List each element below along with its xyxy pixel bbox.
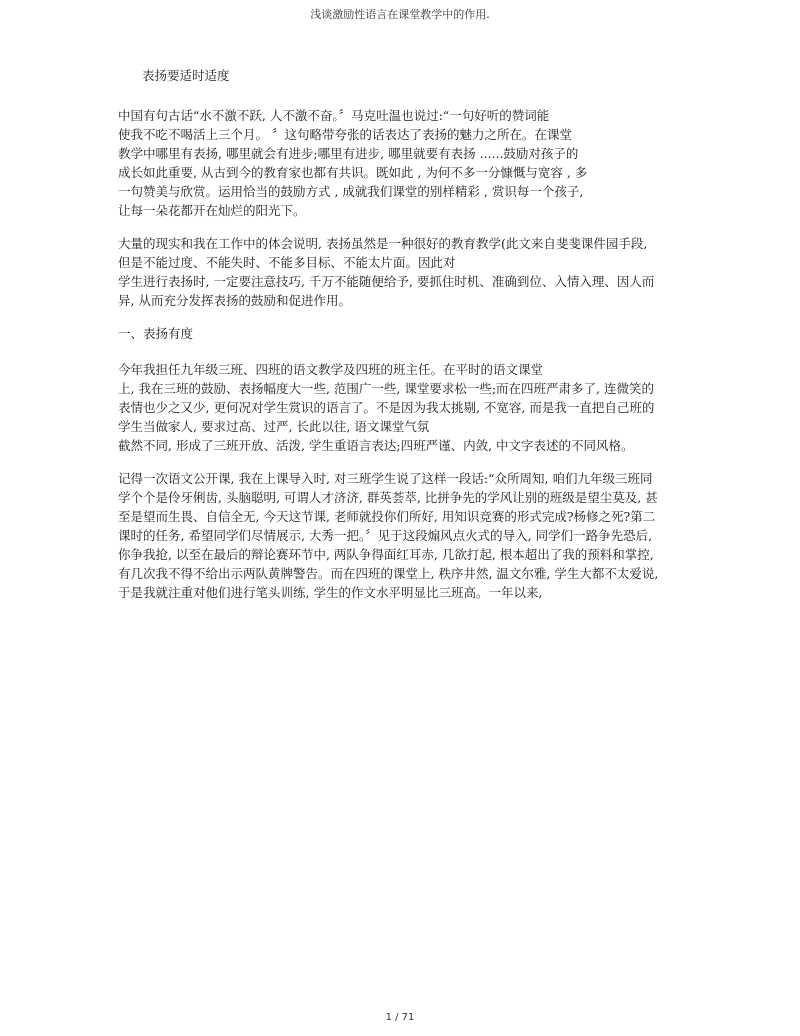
- page-number: 1 / 71: [385, 1012, 415, 1023]
- text-line: 使我不吃不喝活上三个月。 〞这句略带夸张的话表达了表扬的魅力之所在。在课堂: [118, 127, 572, 142]
- text-line: 成长如此重要, 从古到今的教育家也都有共识。既如此 , 为何不多一分慷慨与宽容 , 多: [118, 165, 588, 180]
- text-line: 于是我就注重对他们进行笔头训练, 学生的作文水平明显比三班高。一年以来,: [118, 585, 543, 600]
- text-line: 学个个是伶牙俐齿, 头脑聪明, 可谓人才济济, 群英荟萃, 比拼争先的学风让别的班级是望尘莫及, 甚: [118, 490, 658, 505]
- intro-title: 表扬要适时适度: [142, 68, 230, 83]
- text-line: 但是不能过度、不能失时、不能多目标、不能太片面。因此对: [118, 255, 456, 270]
- text-line: 中国有句古话“水不激不跃, 人不激不奋。〞马克吐温也说过:“一句好听的赞词能: [118, 108, 550, 123]
- text-line: 让每一朵花都开在灿烂的阳光下。: [118, 203, 306, 218]
- text-line: 异, 从而充分发挥表扬的鼓励和促进作用。: [118, 293, 351, 308]
- text-line: 一句赞美与欣赏。运用恰当的鼓励方式 , 成就我们课堂的别样精彩 , 赏识每一个孩子,: [118, 184, 584, 199]
- text-line: 课时的任务, 希望同学们尽情展示, 大秀一把。〞见于这段煽风点火式的导入, 同学们一路争先恐后,: [118, 528, 653, 543]
- text-line: 教学中哪里有表扬, 哪里就会有进步;哪里有进步, 哪里就要有表扬 ......鼓励对孩子的: [118, 146, 579, 161]
- page-body: [118, 66, 688, 616]
- section-heading: 一、表扬有度: [118, 326, 194, 341]
- text-line: 上, 我在三班的鼓励、表扬幅度大一些, 范围广一些, 课堂要求松一些;而在四班严肃多了, 连微笑的: [118, 381, 655, 396]
- text-line: 有几次我不得不给出示两队黄牌警告。而在四班的课堂上, 秩序井然, 温文尔雅, 学生大都不太爱说,: [118, 566, 659, 581]
- text-line: 截然不同, 形成了三班开放、活泼, 学生重语言表达;四班严谨、内敛, 中文字表述的不同风格。: [118, 438, 634, 453]
- text-line: 大量的现实和我在工作中的体会说明, 表扬虽然是一种很好的教育教学(此文来自斐斐课件园手段,: [118, 236, 648, 251]
- text-line: 学生当做家人, 要求过高、过严, 长此以往, 语文课堂气氛: [118, 419, 430, 434]
- paragraph-4: [118, 469, 688, 602]
- document-header: [0, 6, 800, 22]
- document-title: 浅谈激励性语言在课堂教学中的作用.: [310, 8, 490, 21]
- text-line: 表情也少之又少, 更何况对学生赏识的语言了。不是因为我太挑剔, 不宽容, 而是我一直把自己班的: [118, 400, 655, 415]
- text-line: 至是望而生畏、自信全无, 今天这节课, 老师就投你们所好, 用知识竞赛的形式完成?杨修之死?第二: [118, 509, 656, 524]
- paragraph-3: [118, 360, 688, 455]
- paragraph-1: [118, 106, 688, 220]
- text-line: 今年我担任九年级三班、四班的语文教学及四班的班主任。在平时的语文课堂: [118, 362, 544, 377]
- paragraph-2: [118, 234, 688, 310]
- text-line: 你争我抢, 以至在最后的辩论赛环节中, 两队争得面红耳赤, 几欲打起, 根本超出了我的预料和掌控,: [118, 547, 654, 562]
- page-footer: [0, 1012, 800, 1023]
- text-line: 学生进行表扬时, 一定要注意技巧, 千万不能随便给予, 要抓住时机、准确到位、入情入理、因人而: [118, 274, 655, 289]
- text-line: 记得一次语文公开课, 我在上课导入时, 对三班学生说了这样一段话:“众所周知, 咱们九年级三班同: [118, 471, 653, 486]
